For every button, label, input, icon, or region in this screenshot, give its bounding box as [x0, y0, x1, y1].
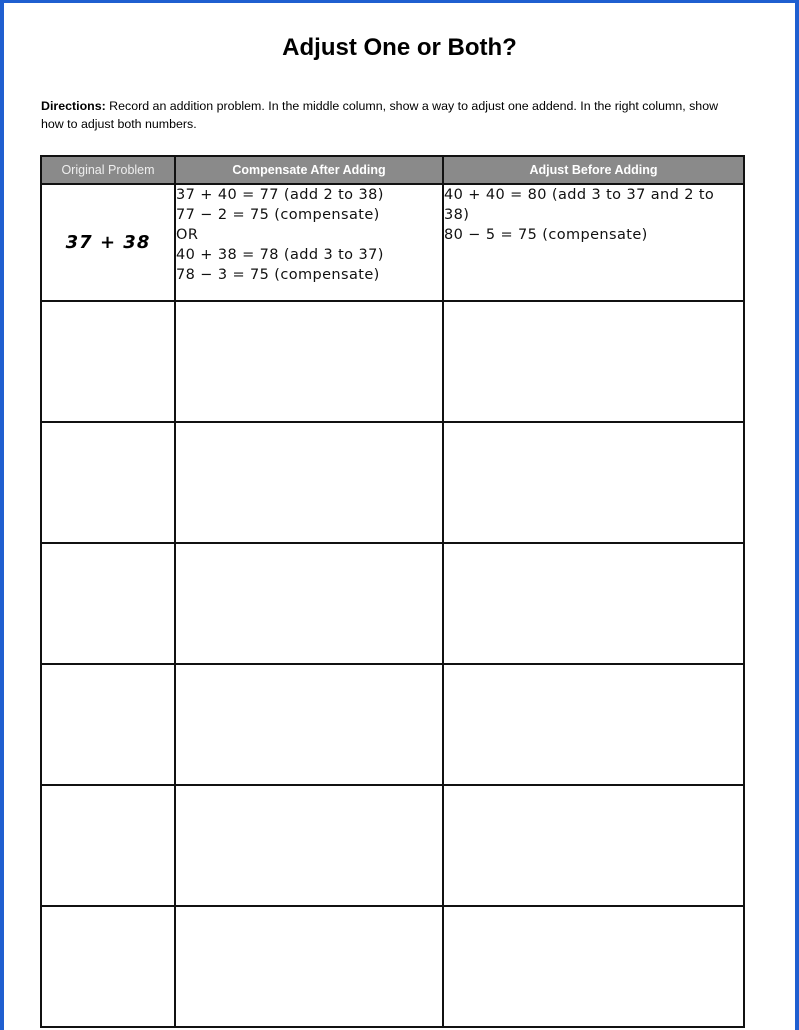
- blank-row: [41, 422, 744, 543]
- adjust-line: 80 − 5 = 75 (compensate): [444, 227, 648, 243]
- directions-label: Directions:: [41, 99, 106, 113]
- blank-original-cell[interactable]: [41, 664, 175, 785]
- header-adjust-before-adding: Adjust Before Adding: [443, 156, 744, 184]
- directions: [41, 97, 721, 133]
- blank-row: [41, 785, 744, 906]
- header-original-problem: Original Problem: [41, 156, 175, 184]
- blank-adjust-cell[interactable]: [443, 785, 744, 906]
- blank-compensate-cell[interactable]: [175, 543, 443, 664]
- example-original-problem: 37 + 38: [41, 184, 175, 301]
- blank-compensate-cell[interactable]: [175, 906, 443, 1027]
- blank-compensate-cell[interactable]: [175, 422, 443, 543]
- blank-row: [41, 664, 744, 785]
- example-compensate-cell[interactable]: [175, 184, 443, 301]
- blank-original-cell[interactable]: [41, 906, 175, 1027]
- compensate-line: OR: [176, 227, 199, 243]
- compensate-line: 77 − 2 = 75 (compensate): [176, 207, 380, 223]
- blank-row: [41, 906, 744, 1027]
- blank-adjust-cell[interactable]: [443, 664, 744, 785]
- blank-adjust-cell[interactable]: [443, 301, 744, 422]
- compensate-line: 40 + 38 = 78 (add 3 to 37): [176, 247, 384, 263]
- blank-adjust-cell[interactable]: [443, 906, 744, 1027]
- worksheet-title: Adjust One or Both?: [282, 34, 517, 61]
- blank-original-cell[interactable]: [41, 543, 175, 664]
- blank-original-cell[interactable]: [41, 301, 175, 422]
- compensate-line: 37 + 40 = 77 (add 2 to 38): [176, 187, 384, 203]
- compensate-line: 78 − 3 = 75 (compensate): [176, 267, 380, 283]
- blank-row: [41, 543, 744, 664]
- worksheet-table: [40, 155, 745, 1028]
- header-compensate-after-adding: Compensate After Adding: [175, 156, 443, 184]
- blank-compensate-cell[interactable]: [175, 301, 443, 422]
- blank-adjust-cell[interactable]: [443, 543, 744, 664]
- header-row: [41, 156, 744, 184]
- directions-text: Record an addition problem. In the middle column, show a way to adjust one addend. In the right column, show how to adjust both numbers.: [41, 99, 719, 131]
- blank-original-cell[interactable]: [41, 785, 175, 906]
- adjust-line: 40 + 40 = 80 (add 3 to 37 and 2 to 38): [444, 187, 715, 223]
- blank-row: [41, 301, 744, 422]
- example-row: [41, 184, 744, 301]
- example-adjust-cell[interactable]: [443, 184, 744, 301]
- blank-compensate-cell[interactable]: [175, 785, 443, 906]
- blank-original-cell[interactable]: [41, 422, 175, 543]
- blank-compensate-cell[interactable]: [175, 664, 443, 785]
- blank-adjust-cell[interactable]: [443, 422, 744, 543]
